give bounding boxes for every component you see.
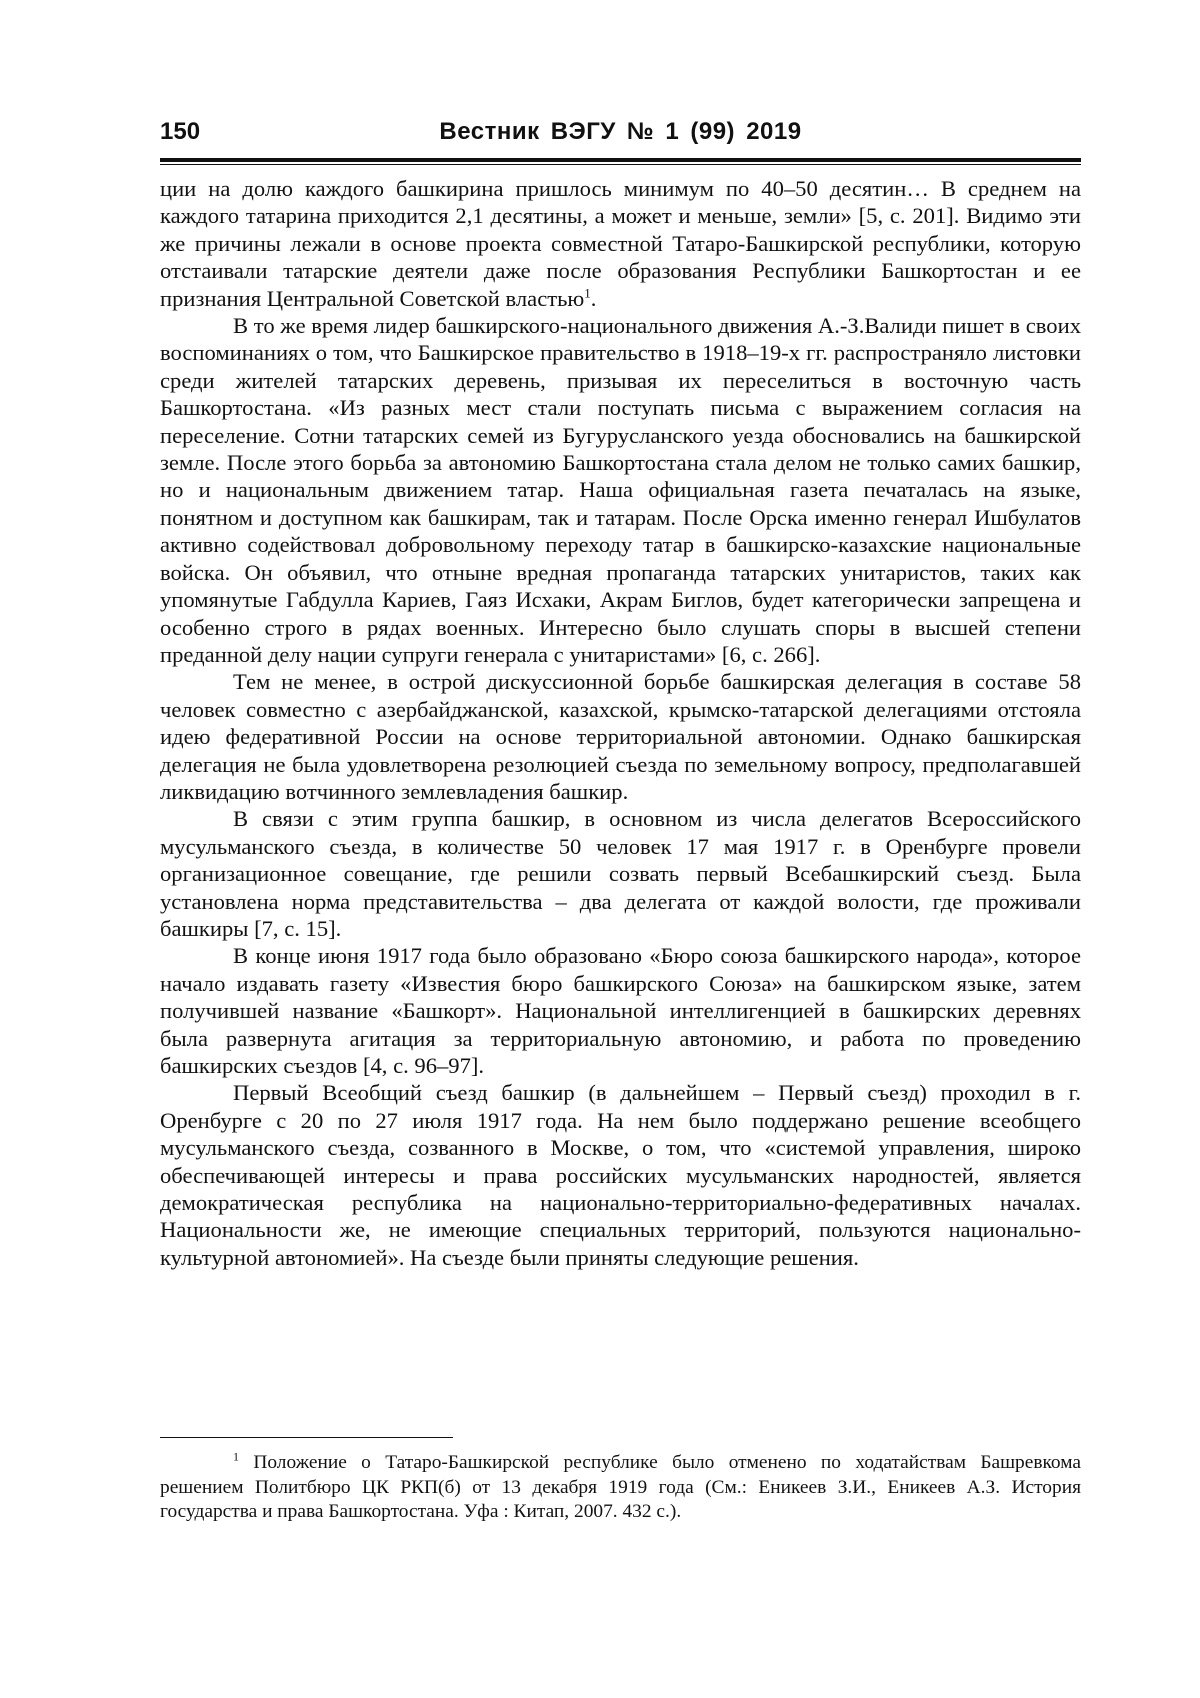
paragraph: В то же время лидер башкирского-национального движения А.-З.Валиди пишет в своих воспоминаниях о том, что Башкирское правительство в 1918–19-х гг. распространяло листовки среди жителей татарских деревень, призывая их переселиться в восточную часть Башкортостана. «Из разных мест стали поступать письма с выражением согласия на переселение. Сотни татарских семей из Бугурусланского уезда обосновались на башкирской земле. После этого борьба за автономию Башкортостана стала делом не только самих башкир, но и национальным движением татар. Наша официальная газета печаталась на языке, понятном и доступном как башкирам, так и татарам. После Орска именно генерал Ишбулатов активно содействовал добровольному переходу татар в башкирско-казахские национальные войска. Он объявил, что отныне вредная пропаганда татарских унитаристов, таких как упомянутые Габдулла Кариев, Гаяз Исхаки, Акрам Биглов, будет категорически запрещена и особенно строго в рядах военных. Интересно было слушать споры в высшей степени преданной делу нации супруги генерала с унитаристами» [6, с. 266].: [160, 313, 1081, 667]
footnote-separator: [160, 1437, 453, 1438]
page: [160, 112, 1081, 1271]
paragraph: В конце июня 1917 года было образовано «Бюро союза башкирского народа», которое начало издавать газету «Известия бюро башкирского Союза» на башкирском языке, затем получившей название «Башкорт». Национальной интеллигенцией в башкирских деревнях была развернута агитация за территориальную автономию, и работа по проведению башкирских съездов [4, с. 96–97].: [160, 943, 1081, 1078]
journal-title: Вестник ВЭГУ № 1 (99) 2019: [439, 118, 802, 145]
header-rule-thick: [160, 158, 1081, 162]
paragraph: Первый Всеобщий съезд башкир (в дальнейшем – Первый съезд) проходил в г. Оренбурге с 20 по 27 июля 1917 года. На нем было поддержано решение всеобщего мусульманского съезда, созванного в Москве, о том, что «системой управления, широко обеспечивающей интересы и права российских мусульманских народностей, является демократическая республика на национально-территориально-федеративных началах. Национальности же, не имеющие специальных территорий, пользуются национально-культурной автономией». На съезде были приняты следующие решения.: [160, 1080, 1081, 1270]
footnote-text: Положение о Татаро-Башкирской республике было отменено по ходатайствам Башревкома решением Политбюро ЦК РКП(б) от 13 декабря 1919 года (См.: Еникеев З.И., Еникеев А.З. История государства и права Башкортостана. Уфа : Китап, 2007. 432 с.).: [160, 1452, 1081, 1523]
paragraph-continuation: [160, 175, 1081, 312]
header-rule-thin: [160, 164, 1081, 165]
footnote: [160, 1451, 1081, 1525]
page-number: 150: [160, 118, 201, 145]
running-head: [160, 112, 1081, 152]
paragraph: В связи с этим группа башкир, в основном из числа делегатов Всероссийского мусульманского съезда, в количестве 50 человек 17 мая 1917 г. в Оренбурге провели организационное совещание, где решили созвать первый Всебашкирский съезд. Была установлена норма представительства – два делегата от каждой волости, где проживали башкиры [7, с. 15].: [160, 806, 1081, 941]
footnote-number: 1: [233, 1449, 239, 1464]
article-body: [160, 175, 1081, 1271]
paragraph-text: ции на долю каждого башкирина пришлось минимум по 40–50 десятин… В среднем на каждого татарина приходится 2,1 десятины, а может и меньше, земли» [5, с. 201]. Видимо эти же причины лежали в основе проекта совместной Татаро-Башкирской республики, которую отстаивали татарские деятели даже после образования Республики Башкортостан и ее признания Центральной Советской властью: [160, 176, 1081, 311]
footnote-reference[interactable]: 1: [584, 285, 591, 301]
paragraph-tail: .: [590, 285, 597, 311]
paragraph: Тем не менее, в острой дискуссионной борьбе башкирская делегация в составе 58 человек совместно с азербайджанской, казахской, крымско-татарской делегациями отстояла идею федеративной России на основе территориальной автономии. Однако башкирская делегация не была удовлетворена резолюцией съезда по земельному вопросу, предполагавшей ликвидацию вотчинного землевладения башкир.: [160, 669, 1081, 804]
